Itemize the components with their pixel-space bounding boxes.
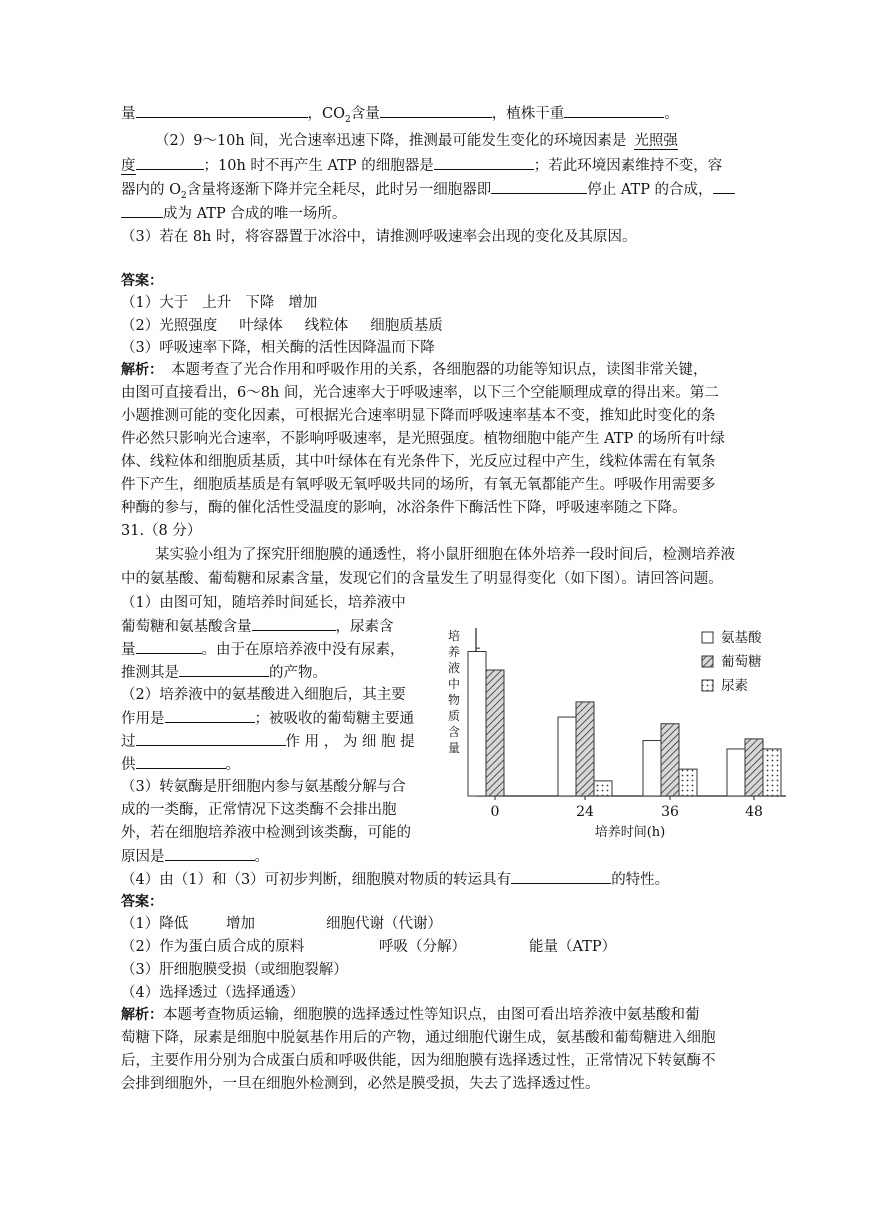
text: （3）若在 8h 时，将容器置于冰浴中，请推测呼吸速率会出现的变化及其原因。 <box>121 229 637 245</box>
legend-swatch <box>702 632 713 643</box>
x-tick-label: 24 <box>576 804 594 820</box>
answer-blank <box>121 202 163 218</box>
text: 呼吸（分解） <box>379 939 466 955</box>
answer-blank <box>491 178 587 194</box>
text: 会排到细胞外，一旦在细胞外检测到，必然是膜受损，失去了选择透过性。 <box>121 1076 600 1092</box>
q31-p3-line3 <box>121 822 411 844</box>
legend-label: 葡萄糖 <box>721 654 762 670</box>
text: 量 <box>121 106 136 122</box>
label: 解析： <box>121 362 163 378</box>
text: 31.（8 分） <box>121 523 202 539</box>
q31-p1-line3 <box>121 638 405 661</box>
text: 。 <box>664 106 679 122</box>
q31-analysis-line1 <box>121 1004 700 1026</box>
q30-p2-line4 <box>121 202 346 225</box>
text: 停止 ATP 的合成， <box>587 182 713 198</box>
q31-p3-line1 <box>121 776 406 798</box>
text: 原因是 <box>121 849 165 865</box>
answer-blank <box>165 845 255 861</box>
y-axis-label-char: 含 <box>447 725 461 739</box>
text: ；被吸收的葡萄糖主要通 <box>254 711 414 727</box>
q30-analysis-line1 <box>121 359 708 381</box>
text: 成的一类酶，正常情况下这类酶不会排出胞 <box>121 802 397 818</box>
q31-p1-line4 <box>121 661 327 684</box>
text: （1）大于 <box>121 295 189 311</box>
y-axis-label-char: 物 <box>447 693 461 707</box>
text: （1）降低 <box>121 916 189 932</box>
y-axis-label-char: 质 <box>447 709 461 723</box>
q31-p2-line4 <box>121 753 240 776</box>
legend-label: 氨基酸 <box>721 630 762 646</box>
text: 件下产生，细胞质基质是有氧呼吸无氧呼吸共同的场所，有氧无氧都能产生。呼吸作用需要多 <box>121 477 716 493</box>
y-axis-label-char: 中 <box>447 677 461 691</box>
q31-p2-line3 <box>121 730 415 753</box>
bar-glucose <box>661 724 679 796</box>
text: （4）选择透过（选择通透） <box>121 985 305 1001</box>
bar-urea <box>679 769 697 796</box>
answer-blank <box>136 638 202 654</box>
text: 上升 <box>202 295 232 311</box>
text: （2）光照强度 <box>121 318 218 334</box>
label: 解析： <box>121 1007 163 1023</box>
text: 由图可直接看出，6～8h 间，光合速率大于呼吸速率，以下三个空能顺理成章的得出来。第二 <box>121 385 719 401</box>
text: 增加 <box>288 295 318 311</box>
q30-analysis-line6 <box>121 474 716 496</box>
text: 小题推测可能的变化因素，可根据光合速率明显下降而呼吸速率基本不变，推知此时变化的条 <box>121 408 716 424</box>
text: （3）呼吸速率下降，相关酶的活性因降温而下降 <box>121 340 435 356</box>
q30-answer-1 <box>121 292 317 314</box>
text: （3）转氨酶是肝细胞内参与氨基酸分解与合 <box>121 779 406 795</box>
text: 萄糖下降，尿素是细胞中脱氨基作用后的产物，通过细胞代谢生成，氨基酸和葡萄糖进入细胞 <box>121 1030 716 1046</box>
bar-urea <box>594 781 612 796</box>
bar-chart <box>440 618 790 840</box>
legend-swatch <box>702 680 713 691</box>
answer-blank <box>252 615 336 631</box>
text: （4）由（1）和（3）可初步判断，细胞膜对物质的转运具有 <box>121 872 512 888</box>
y-axis-label-char: 量 <box>447 741 461 755</box>
text: 种酶的参与，酶的催化活性受温度的影响，冰浴条件下酶活性下降，呼吸速率随之下降。 <box>121 500 687 516</box>
answer-blank <box>179 661 269 677</box>
filled-blank: 光照强 <box>634 133 678 149</box>
text: （1）由图可知，随培养时间延长，培养液中 <box>121 595 406 611</box>
q31-p3-line4 <box>121 845 269 868</box>
y-axis-label-char: 培 <box>447 629 461 643</box>
q30-answer-2 <box>121 315 443 337</box>
text: （2）9～10h 间，光合速率迅速下降，推测最可能发生变化的环境因素是 <box>155 133 627 149</box>
answer-blank <box>564 102 664 118</box>
answer-blank <box>165 707 255 723</box>
text: 推测其是 <box>121 665 179 681</box>
q31-answer-1 <box>121 913 442 935</box>
y-axis-label-char: 养 <box>447 645 461 659</box>
subscript: 2 <box>344 114 351 125</box>
y-axis-label <box>448 629 460 755</box>
q31-analysis-line3 <box>121 1050 716 1072</box>
x-tick-label: 0 <box>490 804 500 820</box>
text: 某实验小组为了探究肝细胞膜的通透性，将小鼠肝细胞在体外培养一段时间后，检测培养液 <box>155 547 735 563</box>
label: 答案： <box>121 894 163 910</box>
text: 供 <box>121 757 136 773</box>
text: ，植株干重 <box>491 106 565 122</box>
q31-number <box>121 520 201 542</box>
bar-amino <box>643 741 661 796</box>
q31-answer-3 <box>121 959 348 981</box>
text: ；若此环境因素维持不变，容 <box>533 158 723 174</box>
q30-analysis-line5 <box>121 451 716 473</box>
text: 细胞代谢（代谢） <box>326 916 442 932</box>
text: 器内的 O <box>121 182 181 198</box>
text: 成为 ATP 合成的唯一场所。 <box>163 206 347 222</box>
q31-p2-line2 <box>121 707 414 730</box>
subscript: 2 <box>181 190 187 201</box>
text: （2）培养液中的氨基酸进入细胞后，其主要 <box>121 687 406 703</box>
x-tick-label: 36 <box>661 804 679 820</box>
text: 过 <box>121 734 136 750</box>
text: 本题考查物质运输，细胞膜的选择透过性等知识点，由图可看出培养液中氨基酸和葡 <box>163 1007 700 1023</box>
label: 答案： <box>121 273 163 289</box>
text: 本题考查了光合作用和呼吸作用的关系，各细胞器的功能等知识点，读图非常关键， <box>171 362 708 378</box>
text: ，尿素含 <box>335 619 394 635</box>
text: 线粒体 <box>304 318 349 334</box>
text: 件必然只影响光合速率，不影响呼吸速率，是光照强度。植物细胞中能产生 ATP 的场所有叶绿 <box>121 431 725 447</box>
x-axis-label: 培养时间(h) <box>594 825 666 840</box>
q31-answer-2 <box>121 936 616 958</box>
text: 能量（ATP） <box>529 939 617 955</box>
q30-answer-label <box>121 270 163 292</box>
text: 作 用 ， 为 细 胞 提 <box>285 734 415 750</box>
q31-analysis-line4 <box>121 1073 600 1095</box>
y-axis-label-char: 液 <box>447 661 461 675</box>
text: 。由于在原培养液中没有尿素， <box>201 642 405 658</box>
text: 细胞质基质 <box>370 318 443 334</box>
q30-p2-line2 <box>121 154 722 177</box>
q31-p1-line1 <box>121 592 406 614</box>
text: 外，若在细胞培养液中检测到该类酶，可能的 <box>121 825 411 841</box>
text: 的特性。 <box>611 872 670 888</box>
filled-blank: 度 <box>121 158 136 174</box>
text: 。 <box>225 757 240 773</box>
text: 增加 <box>226 916 255 932</box>
text: 体、线粒体和细胞质基质，其中叶绿体在有光条件下，光反应过程中产生，线粒体需在有氧条 <box>121 454 716 470</box>
answer-blank <box>136 730 286 746</box>
q30-analysis-line4 <box>121 428 725 450</box>
q31-p1-line2 <box>121 615 394 638</box>
bar-urea <box>763 749 781 796</box>
bar-glucose <box>745 739 763 796</box>
answer-blank <box>136 102 308 118</box>
q30-p3 <box>121 226 637 248</box>
q31-p2-line1 <box>121 684 406 706</box>
q30-line1 <box>121 102 679 131</box>
bar-glucose <box>486 670 504 796</box>
answer-blank <box>511 868 611 884</box>
bar-amino <box>468 652 486 796</box>
bar-amino <box>727 749 745 796</box>
text: 。 <box>254 849 269 865</box>
q31-intro-line2 <box>121 568 723 590</box>
text: ；10h 时不再产生 ATP 的细胞器是 <box>203 158 434 174</box>
answer-blank <box>136 753 226 769</box>
answer-blank <box>380 102 492 118</box>
legend-label: 尿素 <box>721 678 748 694</box>
text: 含量将逐渐下降并完全耗尽，此时另一细胞器即 <box>186 182 492 198</box>
text: 中的氨基酸、葡萄糖和尿素含量，发现它们的含量发生了明显得变化（如下图）。请回答问题。 <box>121 571 723 587</box>
bar-amino <box>558 717 576 796</box>
legend-swatch <box>702 656 713 667</box>
text: （3）肝细胞膜受损（或细胞裂解） <box>121 962 348 978</box>
q30-analysis-line2 <box>121 382 719 404</box>
text: 叶绿体 <box>239 318 283 334</box>
answer-blank <box>136 154 204 170</box>
answer-blank <box>434 154 534 170</box>
q31-analysis-line2 <box>121 1027 716 1049</box>
q30-answer-3 <box>121 337 435 359</box>
text: （2）作为蛋白质合成的原料 <box>121 939 305 955</box>
text: 葡萄糖和氨基酸含量 <box>121 619 252 635</box>
text: ，CO <box>307 106 345 122</box>
q31-answer-4 <box>121 982 304 1004</box>
q31-intro-line1 <box>155 544 735 566</box>
text: 作用是 <box>121 711 165 727</box>
bar-glucose <box>576 702 594 796</box>
text: 量 <box>121 642 136 658</box>
q30-analysis-line3 <box>121 405 716 427</box>
text: 后，主要作用分别为合成蛋白质和呼吸供能，因为细胞膜有选择透过性，正常情况下转氨酶不 <box>121 1053 716 1069</box>
q31-answer-label <box>121 891 163 913</box>
text: 的产物。 <box>269 665 327 681</box>
q30-p2-line1 <box>155 130 678 152</box>
text: 下降 <box>245 295 275 311</box>
q31-p4 <box>121 868 669 891</box>
answer-blank <box>713 178 735 194</box>
x-tick-label: 48 <box>745 804 763 820</box>
q31-p3-line2 <box>121 799 397 821</box>
q30-analysis-line7 <box>121 497 687 519</box>
text: 含量 <box>350 106 380 122</box>
